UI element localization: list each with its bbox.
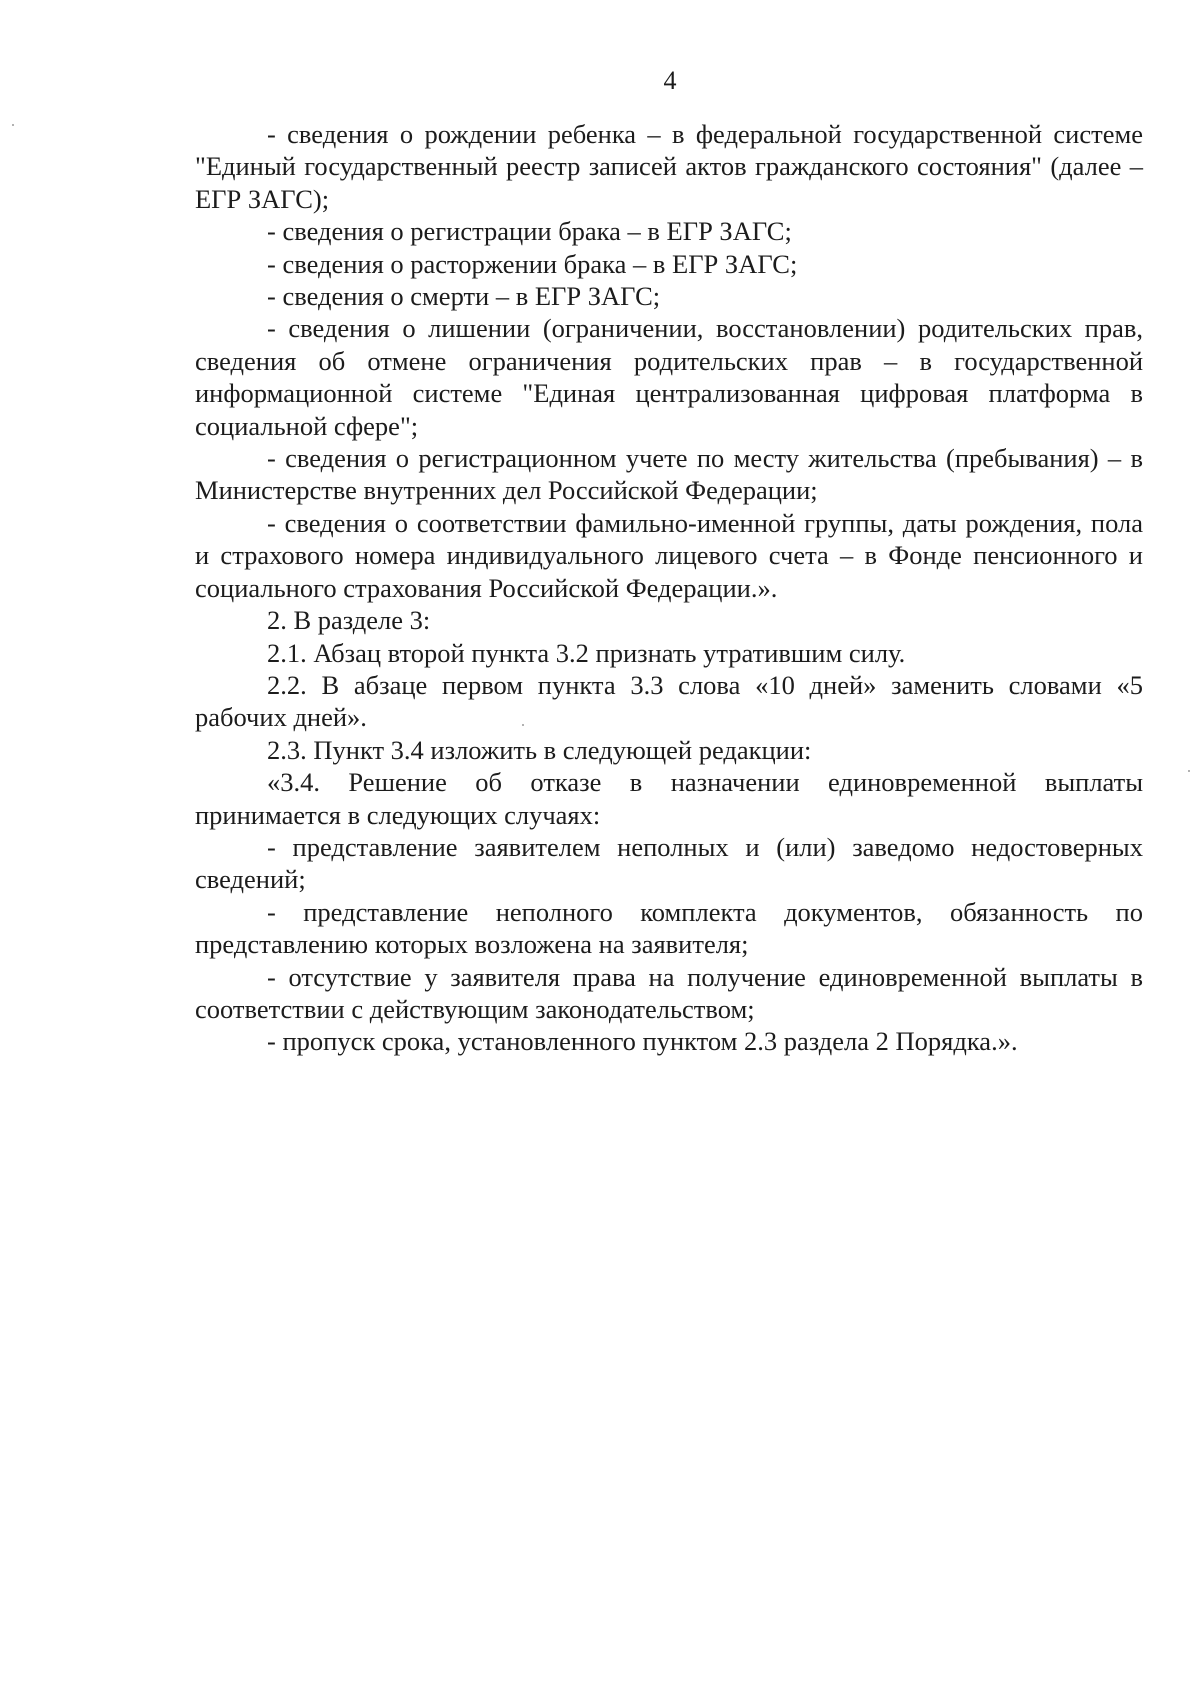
paragraph-section-3: 2. В разделе 3: [267,605,431,636]
paragraph-refusal-no-right: - отсутствие у заявителя права на получение единовременной выплаты в соответствии с действующим законодательством; [195,961,1143,1024]
scan-speck [522,724,524,726]
document-body [195,118,1143,1058]
paragraph-parental-rights-records: - сведения о лишении (ограничении, восстановлении) родительских прав, сведения об отмене ограничения родительских прав – в государственной информационной системе "Единая централизованная цифровая платформа в социальной сфере"; [195,313,1143,441]
paragraph-divorce-records: - сведения о расторжении брака – в ЕГР ЗАГС; [267,248,798,279]
scan-speck [1188,770,1190,772]
paragraph-refusal-missed-deadline: - пропуск срока, установленного пунктом 2.3 раздела 2 Порядка.». [267,1026,1018,1057]
paragraph-snils-records: - сведения о соответствии фамильно-именной группы, даты рождения, пола и страхового номера индивидуального лицевого счета – в Фонде пенсионного и социального страхования Российской Федерации.». [195,507,1143,603]
paragraph-item-2-2: 2.2. В абзаце первом пункта 3.3 слова «10 дней» заменить словами «5 рабочих дней». [195,669,1143,733]
paragraph-refusal-incomplete-info: - представление заявителем неполных и (или) заведомо недостоверных сведений; [195,831,1143,895]
paragraph-item-2-3: 2.3. Пункт 3.4 изложить в следующей редакции: [267,734,812,765]
paragraph-birth-records: - сведения о рождении ребенка – в федеральной государственной системе "Единый государственный реестр записей актов гражданского состояния" (далее – ЕГР ЗАГС); [195,119,1143,214]
paragraph-death-records: - сведения о смерти – в ЕГР ЗАГС; [267,281,661,312]
paragraph-item-2-1: 2.1. Абзац второй пункта 3.2 признать утратившим силу. [267,637,906,668]
paragraph-residence-records: - сведения о регистрационном учете по месту жительства (пребывания) – в Министерстве внутренних дел Российской Федерации; [195,443,1143,506]
paragraph-marriage-records: - сведения о регистрации брака – в ЕГР ЗАГС; [267,216,792,247]
paragraph-refusal-incomplete-docs: - представление неполного комплекта документов, обязанность по представлению которых возложена на заявителя; [195,896,1143,960]
scan-speck [12,124,14,126]
page-number: 4 [663,66,677,95]
paragraph-item-3-4: «3.4. Решение об отказе в назначении единовременной выплаты принимается в следующих случаях: [195,767,1143,830]
